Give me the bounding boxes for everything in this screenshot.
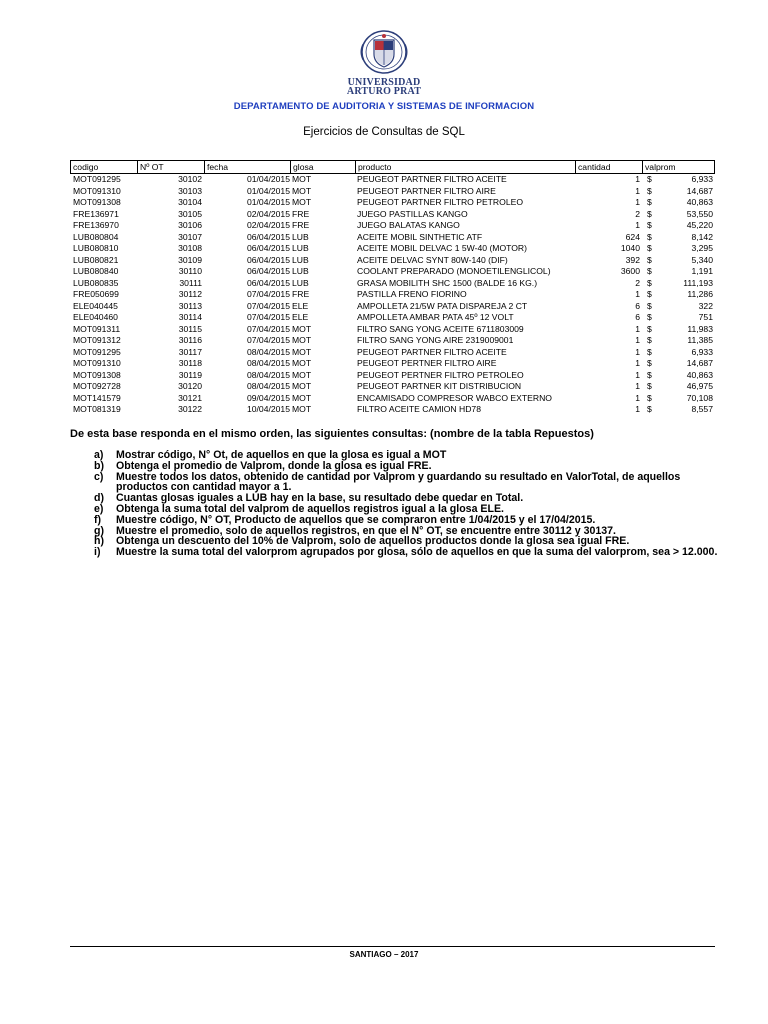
cell-codigo: MOT091310 [73,185,121,196]
cell-glosa: MOT [292,185,312,196]
cell-producto: ACEITE MOBIL DELVAC 1 5W-40 (MOTOR) [357,243,527,253]
cell-fecha: 02/04/2015 [246,208,290,219]
cell-glosa: LUB [292,254,309,265]
table-row [70,381,715,393]
cell-ot: 30120 [178,381,202,391]
question-text: Cuantas glosas iguales a LUB hay en la base, su resultado debe quedar en Total. [116,492,524,505]
cell-fecha: 08/04/2015 [246,381,290,391]
table-row [70,220,715,232]
cell-codigo: MOT091295 [73,174,121,184]
footer-text: SANTIAGO – 2017 [349,950,419,959]
cell-glosa: MOT [292,358,312,368]
table-row [70,301,715,313]
cell-codigo: MOT091312 [73,335,121,345]
cell-cantidad: 2 [635,277,640,288]
cell-cantidad: 1 [635,335,640,345]
table-row [70,370,715,382]
table-row [70,324,715,336]
cell-cantidad: 6 [635,312,640,322]
cell-producto: ENCAMISADO COMPRESOR WABCO EXTERNO [357,392,552,403]
cell-currency: $ [647,208,652,219]
cell-cantidad: 392 [625,254,640,265]
cell-cantidad: 2 [635,208,640,219]
cell-valprom: 11,385 [687,335,713,345]
cell-valprom: 40,863 [686,197,713,207]
cell-producto: PEUGEOT PARTNER FILTRO PETROLEO [357,197,524,207]
cell-fecha: 07/04/2015 [246,312,290,322]
cell-cantidad: 1 [635,323,640,334]
cell-codigo: MOT091310 [73,358,121,368]
cell-ot: 30109 [178,254,202,265]
cell-valprom: 14,687 [686,185,713,196]
question-text: Obtenga la suma total del valprom de aquellos registros igual a la glosa ELE. [116,502,504,515]
cell-valprom: 11,983 [687,323,713,334]
logo-text-line2: ARTURO PRAT [346,86,422,97]
question-letter: b) [94,459,104,472]
cell-codigo: MOT081319 [73,404,121,414]
cell-codigo: LUB080810 [73,243,119,253]
cell-fecha: 06/04/2015 [246,254,290,265]
table-row [70,289,715,301]
cell-ot: 30118 [178,358,202,368]
cell-valprom: 3,295 [691,243,713,253]
question-letter: d) [94,492,104,505]
cell-valprom: 5,340 [691,254,713,265]
cell-codigo: LUB080835 [73,277,119,288]
table-row [70,335,715,347]
cell-fecha: 06/04/2015 [246,266,290,276]
cell-currency: $ [647,300,652,311]
cell-cantidad: 1 [635,404,640,414]
cell-ot: 30114 [178,312,202,322]
cell-valprom: 751 [698,312,713,322]
question-letter: i) [94,546,101,559]
cell-ot: 30119 [178,369,202,380]
cell-fecha: 06/04/2015 [246,231,290,242]
cell-valprom: 8,142 [691,231,713,242]
cell-producto: GRASA MOBILITH SHC 1500 (BALDE 16 KG.) [357,277,538,288]
cell-currency: $ [647,220,652,230]
cell-currency: $ [647,231,652,242]
cell-producto: AMPOLLETA 21/5W PATA DISPAREJA 2 CT [357,300,528,311]
cell-ot: 30106 [178,220,202,230]
cell-producto: FILTRO SANG YONG AIRE 2319009001 [357,335,514,345]
cell-ot: 30107 [178,231,202,242]
cell-valprom: 6,933 [691,174,713,184]
cell-cantidad: 3600 [620,266,640,276]
question-letter: c) [94,470,104,483]
cell-valprom: 14,687 [686,358,713,368]
cell-producto: JUEGO PASTILLAS KANGO [357,208,468,219]
cell-fecha: 02/04/2015 [246,220,290,230]
cell-currency: $ [647,369,652,380]
cell-producto: FILTRO SANG YONG ACEITE 6711803009 [357,323,524,334]
cell-ot: 30117 [178,346,202,357]
cell-valprom: 40,863 [686,369,713,380]
cell-cantidad: 1 [635,220,640,230]
cell-currency: $ [647,335,652,345]
column-header-cantidad: cantidad [575,161,642,173]
cell-glosa: MOT [292,346,312,357]
cell-fecha: 07/04/2015 [246,323,290,334]
cell-codigo: FRE136970 [73,220,119,230]
cell-currency: $ [647,381,652,391]
department-heading: DEPARTAMENTO DE AUDITORIA Y SISTEMAS DE INFORMACION [233,101,535,112]
instructions-intro: De esta base responda en el mismo orden, las siguientes consultas: (nombre de la tabla Repuestos) [70,428,594,440]
column-header-ot: Nº OT [137,161,204,173]
cell-producto: PEUGEOT PARTNER FILTRO ACEITE [357,346,507,357]
table-row [70,186,715,198]
cell-currency: $ [647,266,652,276]
column-header-producto: producto [355,161,575,173]
question-text: Muestre la suma total del valorprom agrupados por glosa, sólo de aquellos en que la suma del valorprom, sea > 12.000. [116,546,718,559]
cell-currency: $ [647,404,652,414]
cell-fecha: 08/04/2015 [246,369,290,380]
cell-producto: ACEITE MOBIL SINTHETIC ATF [357,231,483,242]
cell-codigo: ELE040460 [73,312,118,322]
cell-glosa: MOT [292,174,312,184]
cell-ot: 30112 [178,289,202,299]
cell-fecha: 01/04/2015 [246,174,290,184]
cell-producto: ACEITE DELVAC SYNT 80W-140 (DIF) [357,254,508,265]
cell-glosa: FRE [292,289,310,299]
cell-valprom: 8,557 [691,404,713,414]
cell-valprom: 45,220 [686,220,713,230]
cell-fecha: 08/04/2015 [246,346,290,357]
question-text: Obtenga el promedio de Valprom, donde la glosa es igual FRE. [116,459,432,472]
table-row [70,209,715,221]
footer-divider [70,946,715,947]
table-row [70,404,715,416]
cell-currency: $ [647,254,652,265]
cell-glosa: FRE [292,220,310,230]
cell-cantidad: 1 [635,346,640,357]
cell-valprom: 46,975 [686,381,713,391]
table-row [70,174,715,186]
cell-codigo: MOT091295 [73,346,121,357]
column-header-codigo: codigo [70,161,137,173]
cell-codigo: MOT091308 [73,369,121,380]
cell-producto: PEUGEOT PERTNER FILTRO AIRE [357,358,497,368]
table-row [70,243,715,255]
cell-currency: $ [647,185,652,196]
cell-currency: $ [647,197,652,207]
cell-codigo: FRE050699 [73,289,119,299]
cell-cantidad: 1 [635,174,640,184]
cell-producto: PEUGEOT PARTNER KIT DISTRIBUCION [357,381,522,391]
cell-fecha: 06/04/2015 [246,243,290,253]
cell-glosa: FRE [292,208,310,219]
question-text: Obtenga un descuento del 10% de Valprom, solo de aquellos productos donde la glosa sea igual FRE. [116,535,630,548]
cell-ot: 30105 [178,208,202,219]
cell-producto: AMPOLLETA AMBAR PATA 45º 12 VOLT [357,312,514,322]
cell-producto: JUEGO BALATAS KANGO [357,220,460,230]
question-letter: h) [94,535,104,548]
cell-cantidad: 1 [635,369,640,380]
table-header [70,160,715,174]
cell-fecha: 07/04/2015 [246,300,290,311]
cell-glosa: MOT [292,404,312,414]
cell-ot: 30110 [178,266,202,276]
table-row [70,347,715,359]
table-row [70,358,715,370]
cell-cantidad: 6 [635,300,640,311]
cell-ot: 30121 [178,392,202,403]
cell-glosa: LUB [292,231,309,242]
cell-fecha: 08/04/2015 [246,358,290,368]
column-header-fecha: fecha [204,161,290,173]
question-letter: f) [94,513,102,526]
question-text: Mostrar código, N° Ot, de aquellos en que la glosa es igual a MOT [116,449,447,461]
cell-currency: $ [647,392,652,403]
cell-currency: $ [647,358,652,368]
cell-currency: $ [647,289,652,299]
cell-currency: $ [647,174,652,184]
column-header-valprom: valprom [642,161,715,173]
cell-valprom: 53,550 [686,208,713,219]
question-item [94,472,719,494]
cell-currency: $ [647,243,652,253]
cell-currency: $ [647,312,652,322]
table-row [70,266,715,278]
cell-ot: 30108 [178,243,202,253]
question-letter: g) [94,524,104,537]
cell-valprom: 1,191 [691,266,713,276]
cell-glosa: MOT [292,392,312,403]
cell-producto: PASTILLA FRENO FIORINO [357,289,467,299]
cell-fecha: 01/04/2015 [246,197,290,207]
cell-fecha: 07/04/2015 [246,335,290,345]
cell-ot: 30115 [178,323,202,334]
cell-ot: 30122 [178,404,202,414]
table-row [70,312,715,324]
cell-glosa: MOT [292,335,312,345]
question-letter: e) [94,502,104,515]
university-logo [338,30,430,96]
table-row [70,278,715,290]
cell-cantidad: 624 [625,231,640,242]
cell-glosa: LUB [292,243,309,253]
cell-codigo: MOT141579 [73,392,121,403]
logo-text-line1: UNIVERSIDAD [347,77,421,88]
cell-producto: FILTRO ACEITE CAMION HD78 [357,404,481,414]
cell-cantidad: 1 [635,185,640,196]
cell-fecha: 01/04/2015 [246,185,290,196]
cell-cantidad: 1 [635,358,640,368]
cell-codigo: MOT091311 [73,323,121,334]
cell-fecha: 10/04/2015 [246,404,290,414]
cell-producto: PEUGEOT PARTNER FILTRO AIRE [357,185,496,196]
cell-glosa: ELE [292,300,309,311]
cell-ot: 30102 [178,174,202,184]
cell-fecha: 07/04/2015 [246,289,290,299]
cell-ot: 30111 [179,277,202,288]
cell-producto: COOLANT PREPARADO (MONOETILENGLICOL) [357,266,551,276]
table-row [70,255,715,267]
cell-ot: 30104 [178,197,202,207]
cell-codigo: FRE136971 [73,208,119,219]
university-crest-icon [355,30,413,78]
cell-valprom: 6,933 [691,346,713,357]
cell-cantidad: 1 [635,197,640,207]
cell-glosa: LUB [292,277,309,288]
page-title: Ejercicios de Consultas de SQL [303,126,465,138]
cell-codigo: LUB080821 [73,254,119,265]
cell-cantidad: 1040 [620,243,640,253]
cell-ot: 30113 [178,300,202,311]
cell-ot: 30116 [178,335,202,345]
cell-fecha: 06/04/2015 [246,277,290,288]
question-text: Muestre código, N° OT, Producto de aquellos que se compraron entre 1/04/2015 y el 17/04/2015. [116,513,596,526]
question-text: Muestre todos los datos, obtenido de cantidad por Valprom y guardando su resultado en ValorTotal, de aquellos productos con cantidad mayor a 1. [116,470,681,494]
cell-currency: $ [647,323,652,334]
cell-valprom: 322 [698,300,713,311]
question-text: Muestre el promedio, solo de aquellos registros, en que el N° OT, se encuentre entre 30112 y 30137. [116,524,616,537]
repuestos-table [70,160,715,416]
table-row [70,232,715,244]
table-row [70,393,715,405]
cell-cantidad: 1 [635,289,640,299]
cell-codigo: MOT092728 [73,381,121,391]
cell-glosa: MOT [292,369,312,380]
cell-ot: 30103 [178,185,202,196]
cell-fecha: 09/04/2015 [246,392,290,403]
question-list [94,450,719,558]
table-row [70,197,715,209]
cell-glosa: MOT [292,323,312,334]
cell-cantidad: 1 [635,381,640,391]
cell-cantidad: 1 [635,392,640,403]
question-item [94,547,719,558]
cell-codigo: ELE040445 [73,300,118,311]
cell-currency: $ [647,346,652,357]
cell-glosa: LUB [292,266,309,276]
cell-valprom: 11,286 [687,289,713,299]
cell-codigo: LUB080804 [73,231,119,242]
cell-glosa: MOT [292,381,312,391]
cell-glosa: MOT [292,197,312,207]
cell-valprom: 70,108 [686,392,713,403]
cell-producto: PEUGEOT PARTNER FILTRO ACEITE [357,174,507,184]
cell-currency: $ [647,277,652,288]
cell-producto: PEUGEOT PERTNER FILTRO PETROLEO [357,369,524,380]
cell-codigo: LUB080840 [73,266,119,276]
cell-glosa: ELE [292,312,309,322]
question-letter: a) [94,449,104,461]
column-header-glosa: glosa [290,161,355,173]
table-body [70,174,715,416]
cell-valprom: 111,193 [683,277,713,288]
cell-codigo: MOT091308 [73,197,121,207]
